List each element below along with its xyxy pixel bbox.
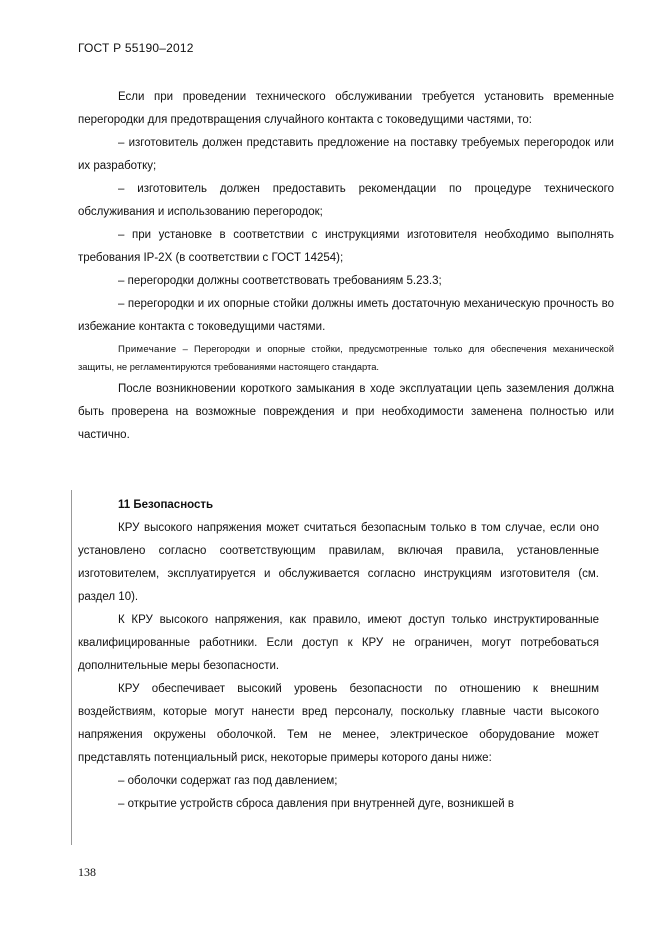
document-header: ГОСТ Р 55190–2012 — [78, 41, 194, 55]
change-bar — [71, 490, 72, 845]
safety-section — [78, 494, 599, 816]
note-label: Примечание — [118, 344, 177, 355]
paragraph: Если при проведении технического обслуживании требуется установить временные перегородки для предотвращения случайного контакта с токоведущими частями, то: — [78, 91, 614, 126]
list-item: – оболочки содержат газ под давлением; — [118, 775, 338, 787]
list-item: – перегородки и их опорные стойки должны иметь достаточную механическую прочность во избежание контакта с токоведущими частями. — [78, 298, 614, 333]
note — [78, 340, 614, 375]
note-text: – Перегородки и опорные стойки, предусмотренные только для обеспечения механической защиты, не регламентируются требованиями настоящего стандарта. — [78, 343, 614, 372]
list-item: – изготовитель должен представить предложение на поставку требуемых перегородок или их разработку; — [78, 137, 614, 172]
list-item: – изготовитель должен предоставить рекомендации по процедуре технического обслуживания и использованию перегородок; — [78, 183, 614, 218]
section-title: 11 Безопасность — [118, 499, 214, 511]
maintenance-section — [78, 86, 614, 447]
paragraph: К КРУ высокого напряжения, как правило, имеют доступ только инструктированные квалифицированные работники. Если доступ к КРУ не ограничен, могут потребоваться дополнительные меры безопасности. — [78, 614, 599, 672]
list-item: – перегородки должны соответствовать требованиям 5.23.3; — [118, 275, 442, 287]
paragraph: КРУ высокого напряжения может считаться безопасным только в том случае, если оно установлено согласно соответствующим правилам, включая правила, установленные изготовителем, эксплуатируется и обслуживается согласно инструкциям изготовителя (см. раздел 10). — [78, 522, 599, 603]
list-item: – открытие устройств сброса давления при внутренней дуге, возникшей в — [118, 798, 514, 810]
paragraph: КРУ обеспечивает высокий уровень безопасности по отношению к внешним воздействиям, которые могут нанести вред персоналу, поскольку главные части высокого напряжения окружены оболочкой. Тем не менее, электрическое оборудование может представлять потенциальный риск, некоторые примеры которого даны ниже: — [78, 683, 599, 764]
paragraph: После возникновении короткого замыкания в ходе эксплуатации цепь заземления должна быть проверена на возможные повреждения и при необходимости заменена полностью или частично. — [78, 383, 614, 441]
list-item: – при установке в соответствии с инструкциями изготовителя необходимо выполнять требования IP-2X (в соответствии с ГОСТ 14254); — [78, 229, 614, 264]
page-number: 138 — [78, 865, 96, 879]
